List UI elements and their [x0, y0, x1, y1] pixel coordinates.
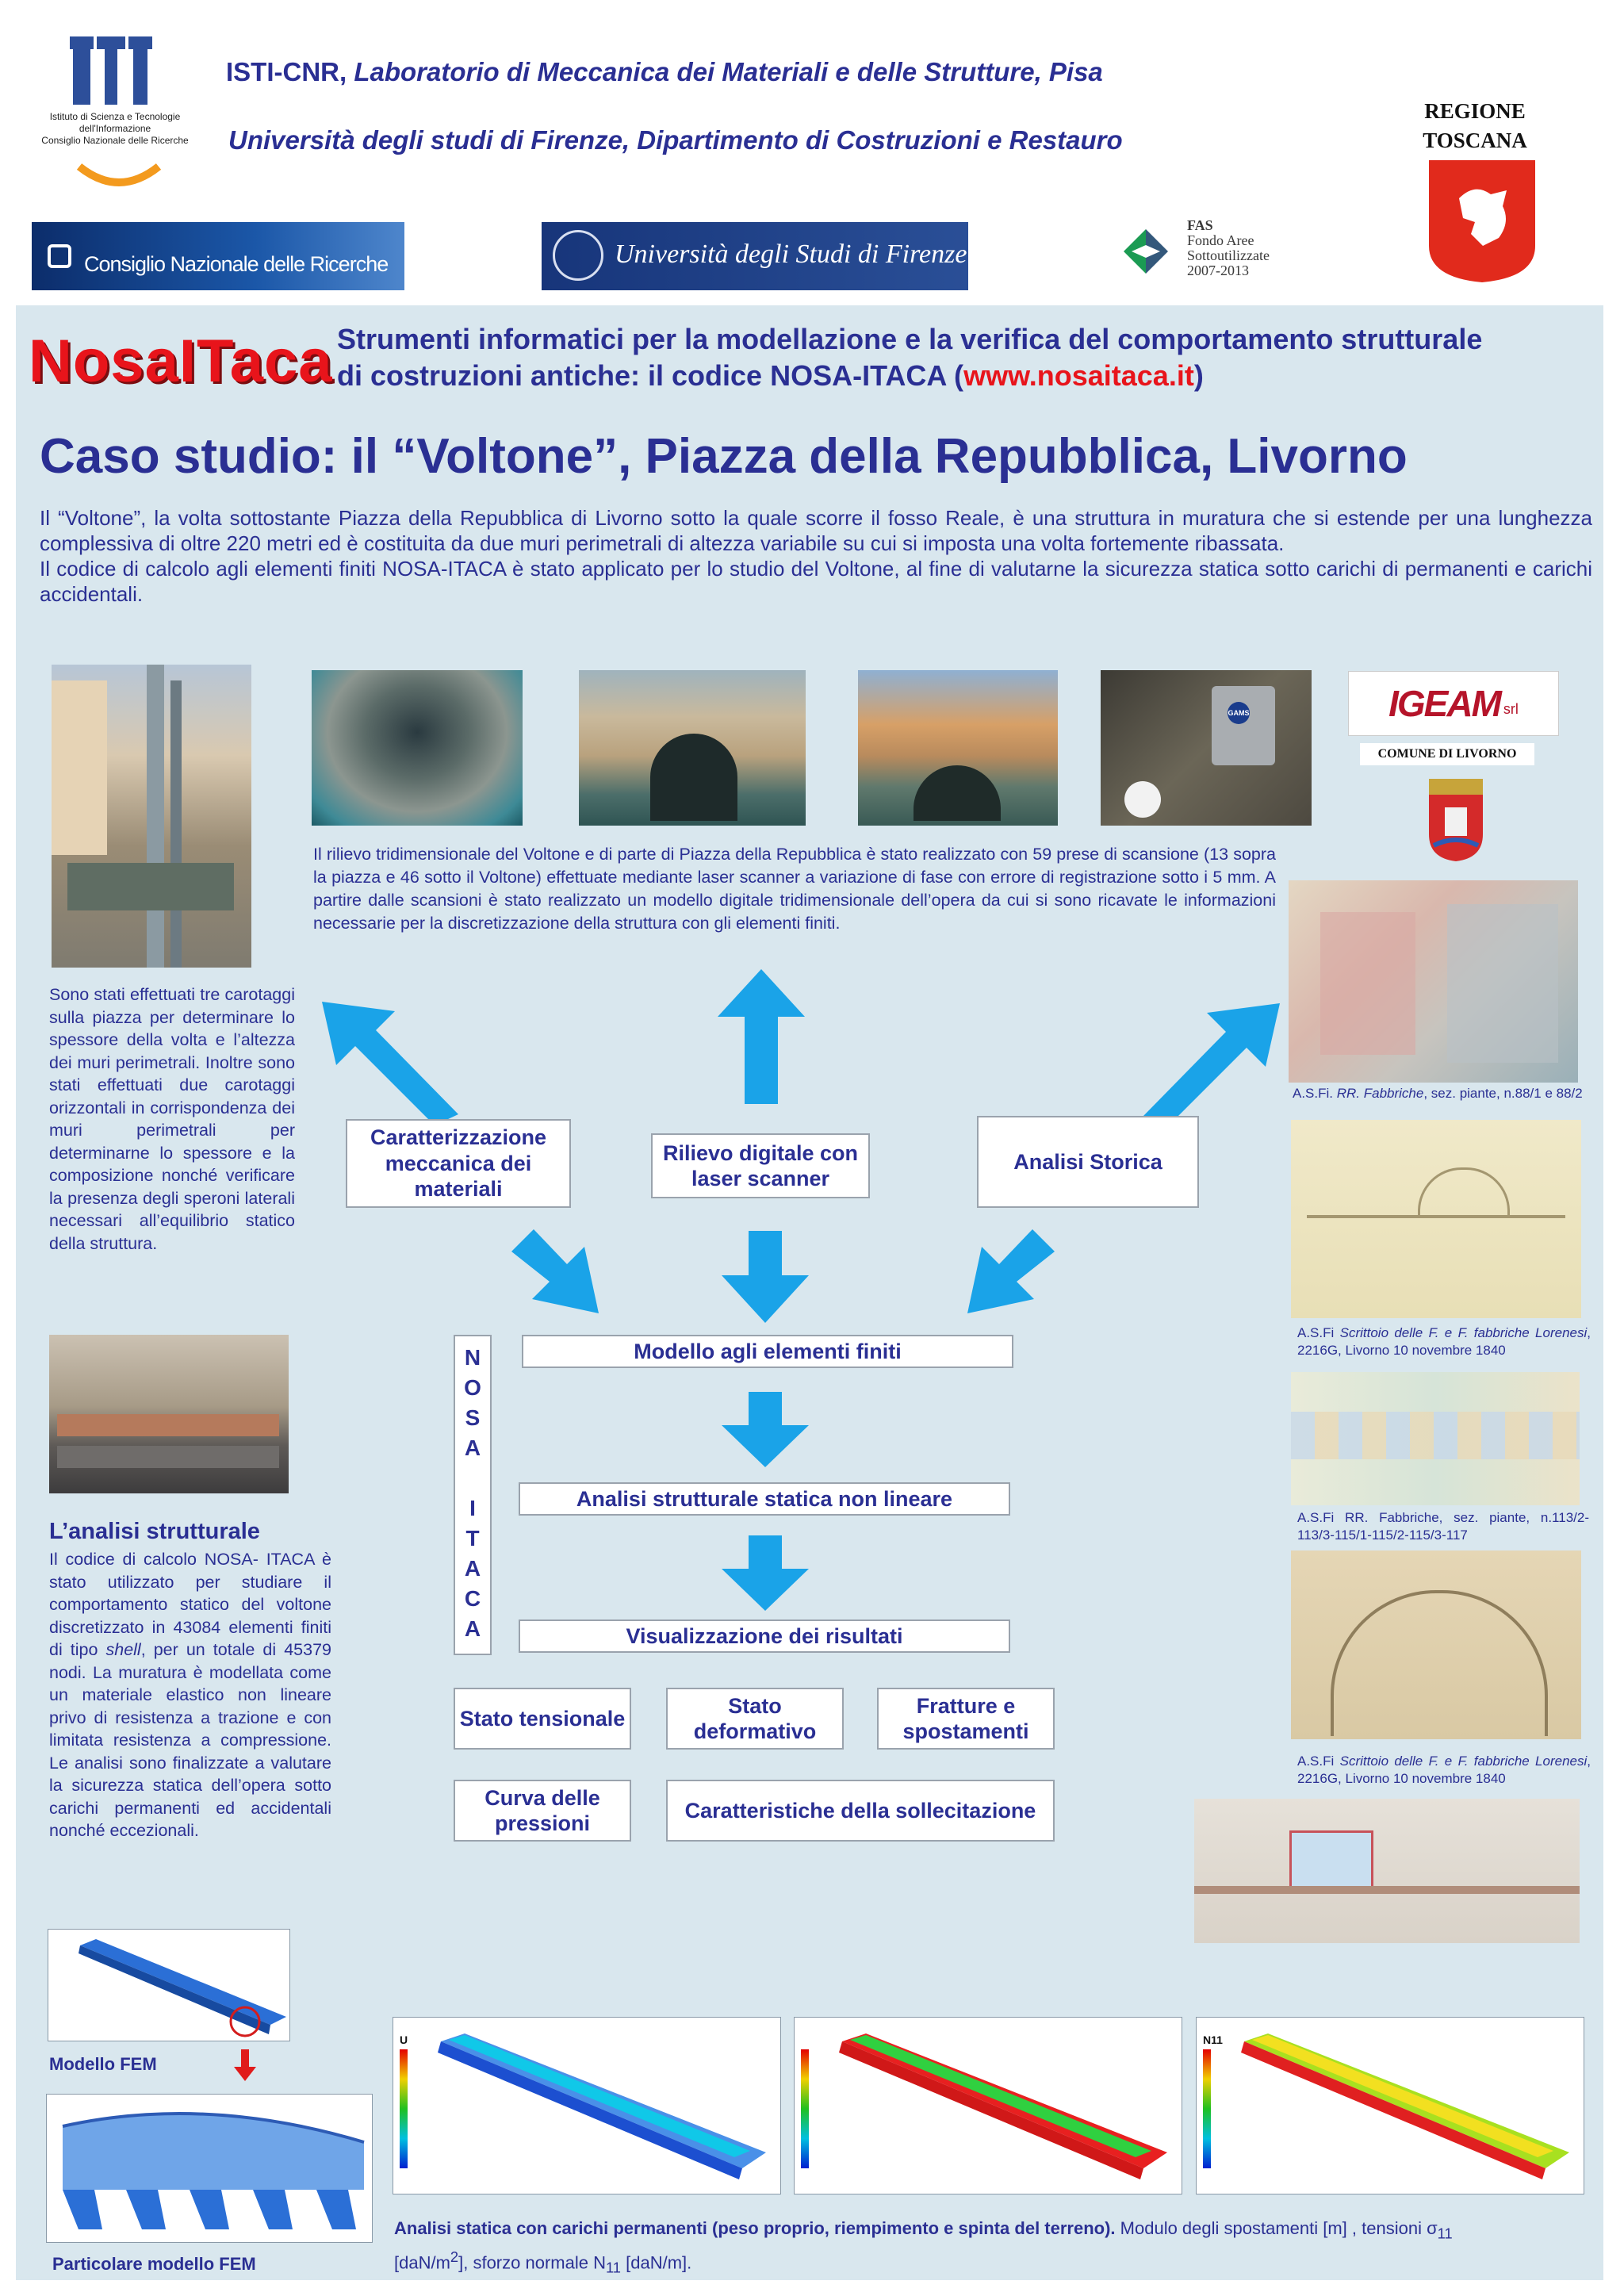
unifi-banner [542, 222, 968, 290]
header-line-2: Università degli studi di Firenze, Dipartimento di Costruzioni e Restauro [228, 125, 1123, 155]
historical-analysis-box: Analisi Storica [977, 1116, 1199, 1208]
drilling-photo [52, 665, 251, 968]
intro-text [40, 505, 1592, 607]
result-plot-normal-force [1196, 2017, 1584, 2194]
mechanical-characterization-box: Caratterizzazione meccanica dei materiali [346, 1119, 571, 1208]
header-isti-cnr: ISTI-CNR, [226, 57, 347, 86]
archive-drawing-2 [1291, 1120, 1581, 1318]
bridge-photo-1 [579, 670, 806, 826]
comune-livorno-label: COMUNE DI LIVORNO [1360, 743, 1534, 765]
cnr-banner-text: Consiglio Nazionale delle Ricerche [84, 252, 389, 276]
core-samples-photo [49, 1335, 289, 1493]
archive-caption-2: A.S.Fi Scrittoio delle F. e F. fabbriche Lorenesi, 2216G, Livorno 10 novembre 1840 [1297, 1325, 1591, 1359]
archive-drawing-3 [1291, 1372, 1580, 1505]
cnr-logo-icon [48, 244, 71, 268]
fem-detail-image [46, 2094, 373, 2243]
zoom-down-arrow [234, 2049, 256, 2081]
arrow-up-left [316, 995, 466, 1130]
fas-logo-text: FAS Fondo Aree Sottoutilizzate 2007-2013 [1187, 217, 1270, 278]
stress-resultants-box: Caratteristiche della sollecitazione [666, 1780, 1055, 1842]
laser-scanner-photo [1101, 670, 1312, 826]
fas-logo [1114, 218, 1297, 289]
archive-caption-4: A.S.Fi Scrittoio delle F. e F. fabbriche Lorenesi, 2216G, Livorno 10 novembre 1840 [1297, 1754, 1591, 1787]
arrow-up-center [718, 969, 805, 1104]
header-line-1 [226, 57, 1103, 87]
gams-label: GAMS [1228, 702, 1250, 724]
bridge-photo-2 [858, 670, 1058, 826]
result-plot-displacement [393, 2017, 781, 2194]
arrow-down-center-3 [722, 1535, 809, 1611]
intro-paragraph-2: Il codice di calcolo agli elementi finiti NOSA-ITACA è stato applicato per lo studio del Voltone, al fine di valutarne la sicurezza statica sotto carichi di permanenti e carichi accidentali. [40, 557, 1592, 606]
results-caption: Analisi statica con carichi permanenti (peso proprio, riempimento e spinta del terreno). Modulo degli spostamenti [m] , tensioni $\sigma_{11}$ $[daN/m^2]$, sforzo normale $N_{11}$ [daN/m]. [394, 2218, 1453, 2277]
igeam-logo: IGEAM srl [1348, 671, 1559, 736]
regione-toscana: REGIONE TOSCANA [1423, 99, 1527, 152]
results-visualization-box: Visualizzazione dei risultati [519, 1619, 1010, 1653]
archive-caption-1: A.S.Fi. RR. Fabbriche, sez. piante, n.88/1 e 88/2 [1293, 1086, 1583, 1101]
isti-logo [32, 32, 198, 190]
livorno-coat-of-arms [1426, 779, 1486, 863]
fem-model-image [48, 1929, 290, 2041]
intro-paragraph-1: Il “Voltone”, la volta sottostante Piazza della Repubblica di Livorno sotto la quale scorre il fosso Reale, è una struttura in muratura che si estende per una lunghezza complessiva di oltre 220 metri ed è costituita da due muri perimetrali di altezza variabile su cui si imposta una volta fortemente ribassata. [40, 506, 1592, 555]
archive-caption-3: A.S.Fi RR. Fabbriche, sez. piante, n.113/2-113/3-115/1-115/2-115/3-117 [1297, 1510, 1589, 1543]
unifi-banner-text: Università degli Studi di Firenze [615, 240, 967, 269]
stress-state-box: Stato tensionale [454, 1688, 631, 1750]
plot-label-u: U [400, 2033, 408, 2046]
arrow-up-right [1136, 997, 1286, 1132]
isti-logo-text: Istituto di Scienza e Tecnologie dell'Informazione Consiglio Nazionale delle Ricerche [41, 111, 189, 146]
project-website-link[interactable]: www.nosaitaca.it [963, 359, 1194, 392]
nosa-itaca-letters: N O S A I T A C A [464, 1345, 481, 1641]
deformation-state-box: Stato deformativo [666, 1688, 844, 1750]
canal-tunnel-photo [312, 670, 523, 826]
laser-survey-box: Rilievo digitale con laser scanner [651, 1133, 870, 1198]
nonlinear-analysis-box: Analisi strutturale statica non lineare [519, 1482, 1010, 1516]
pressure-curve-box: Curva delle pressioni [454, 1780, 631, 1842]
fem-model-label: Modello FEM [49, 2054, 157, 2074]
fractures-box: Fratture e spostamenti [877, 1688, 1055, 1750]
header-lab-name: Laboratorio di Meccanica dei Materiali e delle Strutture, Pisa [347, 57, 1103, 86]
survey-text: Il rilievo tridimensionale del Voltone e di parte di Piazza della Repubblica è stato realizzato con 59 prese di scansione (13 sopra la piazza e 46 sotto il Voltone) effettuate mediante laser scanner a variazione di fase con errore di registrazione sotto i 5 mm. A partire dalle scansioni è stato realizzato un modello digitale tridimensionale dell’opera da cui si sono ricavate le informazioni necessarie per la discretizzazione della struttura con gli elementi finiti. [313, 845, 1276, 933]
project-title-line-2: di costruzioni antiche: il codice NOSA-ITACA (www.nosaitaca.it) [337, 359, 1204, 392]
archive-section-drawing [1194, 1799, 1580, 1943]
case-study-title: Caso studio: il “Voltone”, Piazza della Repubblica, Livorno [40, 429, 1408, 484]
arrow-down-center-2 [722, 1392, 809, 1467]
plot-label-n11: N11 [1203, 2033, 1223, 2046]
fem-detail-label: Particolare modello FEM [52, 2254, 256, 2274]
nosaitaca-logo: NosaITaca [29, 328, 333, 395]
nosa-itaca-vertical-box [454, 1335, 492, 1655]
result-plot-stress [794, 2017, 1182, 2194]
archive-drawing-4 [1291, 1550, 1581, 1739]
analysis-text: Il codice di calcolo NOSA- ITACA è stato utilizzato per studiare il comportamento statico del voltone discretizzato in 43084 elementi finiti di tipo shell, per un totale di 45379 nodi. La muratura è modellata come un materiale elastico non lineare privo di resistenza a trazione e con limitata resistenza a compressione. Le analisi sono finalizzate a valutare la sicurezza statica dell’opera sotto carichi permanenti ed accidentali nonché eccezionali. [49, 1550, 331, 1840]
project-title-line-1: Strumenti informatici per la modellazione e la verifica del comportamento strutturale [337, 323, 1483, 355]
archive-map-1 [1289, 880, 1578, 1083]
unifi-seal-icon [553, 230, 603, 281]
fem-model-box: Modello agli elementi finiti [522, 1335, 1013, 1368]
coring-text: Sono stati effettuati tre carotaggi sulla piazza per determinare lo spessore della volta e l’altezza dei muri perimetrali. Inoltre sono stati effettuati due carotaggi orizzontali in corrispondenza dei muri perimetrali per determinarne lo spessore e la composizione nonché verificare la presenza degli speroni laterali necessari all’equilibrio statico della struttura. [49, 985, 295, 1253]
analysis-heading: L’analisi strutturale [49, 1519, 260, 1544]
project-title [337, 321, 1590, 394]
arrow-down-center-1 [722, 1231, 809, 1323]
toscana-coat-of-arms [1427, 159, 1537, 284]
cnr-banner [32, 222, 404, 290]
arrow-down-right [511, 1229, 603, 1317]
arrow-down-left [963, 1229, 1055, 1317]
